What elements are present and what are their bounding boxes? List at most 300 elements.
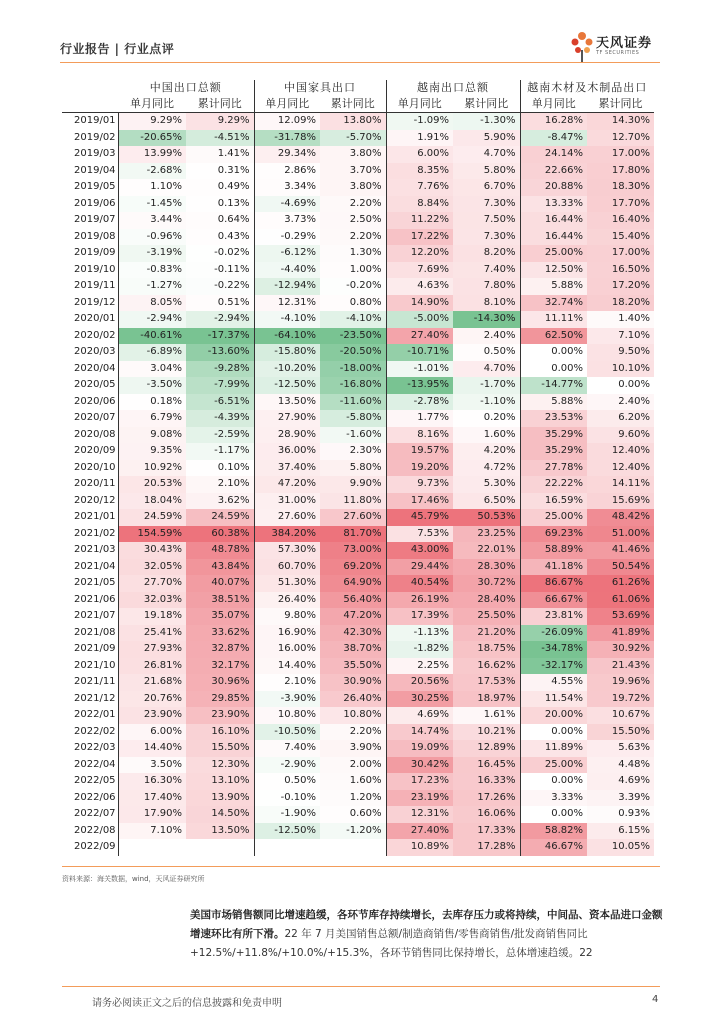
value-cell: 7.30% (453, 196, 520, 213)
value-cell: 6.00% (386, 146, 453, 163)
value-cell: 17.80% (587, 163, 654, 180)
value-cell: 24.59% (186, 509, 254, 526)
value-cell: 0.64% (217, 214, 250, 225)
value-cell: 17.53% (453, 674, 520, 691)
table-row (62, 493, 654, 510)
value-cell: 56.40% (320, 592, 386, 609)
value-cell: 12.20% (386, 245, 453, 262)
value-cell: 10.05% (587, 839, 654, 856)
value-cell: 3.73% (254, 212, 320, 229)
date-cell: 2021/10 (74, 659, 116, 671)
value-cell: 0.43% (217, 230, 250, 242)
value-cell: 6.70% (453, 179, 520, 196)
date-cell: 2020/07 (74, 412, 116, 423)
value-cell: 35.29% (520, 427, 587, 444)
value-cell: 57.30% (254, 542, 320, 559)
value-cell: 41.18% (520, 559, 587, 576)
value-cell: 0.20% (483, 412, 516, 423)
value-cell: 17.00% (587, 245, 654, 262)
value-cell: -20.65% (118, 130, 186, 147)
value-cell: 3.33% (520, 790, 587, 807)
value-cell: 30.90% (320, 674, 386, 691)
value-cell: 18.97% (453, 691, 520, 708)
date-cell: 2021/07 (74, 610, 116, 621)
value-cell: 8.20% (453, 245, 520, 262)
paragraph-text: 22 年 7 月美国销售总额/制造商销售/零售商销售/批发商销售同比+12.5%/+11.8%/+10.0%/+15.3%，各环节销售同比保持增长，总体增速趋缓。22 (190, 928, 593, 959)
value-cell: 42.30% (320, 625, 386, 642)
export-growth-table (62, 80, 654, 856)
value-cell: 19.09% (386, 740, 453, 757)
value-cell: 25.00% (520, 245, 587, 262)
value-cell: 11.89% (520, 740, 587, 757)
value-cell: 10.92% (118, 460, 186, 477)
table-row (62, 311, 654, 328)
sub-header: 单月同比 (520, 96, 587, 113)
value-cell: -0.22% (214, 280, 250, 291)
value-cell: -5.80% (320, 410, 386, 427)
value-cell: -1.45% (118, 196, 186, 213)
value-cell: 61.06% (587, 592, 654, 609)
value-cell: 27.40% (386, 823, 453, 840)
value-cell: 29.85% (186, 691, 254, 708)
date-cell: 2021/11 (74, 676, 116, 687)
value-cell: 28.90% (254, 427, 320, 444)
value-cell: 51.00% (587, 526, 654, 543)
value-cell: -4.51% (186, 130, 254, 147)
value-cell: -5.70% (320, 130, 386, 147)
table-row (62, 707, 654, 724)
table-row (62, 344, 654, 361)
value-cell: -10.20% (254, 361, 320, 378)
value-cell: 10.89% (386, 839, 453, 856)
value-cell: -2.90% (254, 757, 320, 774)
table-row (62, 790, 654, 807)
value-cell: 4.69% (587, 773, 654, 790)
value-cell: -31.78% (254, 130, 320, 147)
value-cell: -1.17% (186, 443, 254, 460)
value-cell: 8.16% (386, 427, 453, 444)
value-cell: 12.31% (254, 295, 320, 312)
value-cell: 1.91% (386, 130, 453, 147)
value-cell: 50.54% (587, 559, 654, 576)
value-cell: 17.23% (386, 773, 453, 790)
value-cell: 45.79% (386, 509, 453, 526)
date-cell: 2022/06 (74, 791, 116, 803)
value-cell: -2.94% (118, 311, 186, 328)
value-cell: 23.25% (453, 526, 520, 543)
value-cell: -4.39% (186, 410, 254, 427)
value-cell: 16.59% (520, 493, 587, 510)
value-cell: 16.28% (520, 113, 587, 130)
sub-header: 单月同比 (386, 96, 453, 113)
value-cell: 7.80% (453, 278, 520, 295)
date-sub-header (62, 96, 118, 113)
value-cell: 4.70% (453, 361, 520, 378)
table-row (62, 542, 654, 559)
value-cell: -26.09% (520, 625, 587, 642)
value-cell: 16.40% (587, 212, 654, 229)
paragraph-bold-lead: 美国市场销售额同比增速趋缓，各环节库存持续增长，去库存压力或将持续，中间品、资本品进口金额增速环比有所下滑。 (190, 909, 663, 940)
value-cell: 13.33% (520, 196, 587, 213)
value-cell: -10.71% (386, 344, 453, 361)
date-cell: 2019/10 (74, 263, 116, 275)
value-cell: 19.57% (386, 443, 453, 460)
value-cell: -1.09% (386, 113, 453, 130)
value-cell: 8.84% (386, 196, 453, 213)
value-cell: 32.87% (186, 641, 254, 658)
value-cell: -2.78% (386, 394, 453, 411)
value-cell: -1.01% (386, 361, 453, 378)
value-cell: -4.40% (254, 262, 320, 279)
value-cell: 25.00% (520, 757, 587, 774)
value-cell: -23.50% (320, 328, 386, 345)
value-cell: 5.30% (453, 476, 520, 493)
date-cell: 2020/09 (74, 445, 116, 456)
value-cell: 1.40% (587, 311, 654, 328)
value-cell: 0.51% (217, 296, 250, 308)
value-cell: 26.40% (254, 592, 320, 609)
value-cell: 6.50% (453, 493, 520, 510)
date-cell: 2020/01 (74, 313, 116, 324)
value-cell: 2.20% (320, 229, 386, 246)
value-cell: 40.54% (386, 575, 453, 592)
value-cell: 6.79% (118, 410, 186, 427)
table-row (62, 113, 654, 130)
group-header-row (62, 80, 654, 96)
value-cell: -11.60% (320, 394, 386, 411)
value-cell: -10.50% (254, 724, 320, 741)
value-cell: 3.62% (186, 493, 254, 510)
table-row (62, 394, 654, 411)
value-cell: 60.70% (254, 559, 320, 576)
footer-divider (62, 986, 660, 987)
value-cell: 28.30% (453, 559, 520, 576)
value-cell: -1.70% (453, 377, 520, 394)
value-cell: -1.10% (453, 394, 520, 411)
value-cell: 25.50% (453, 608, 520, 625)
value-cell: 0.00% (520, 361, 587, 378)
date-cell: 2021/02 (74, 527, 116, 539)
group-header: 越南出口总额 (386, 80, 520, 96)
value-cell: 20.88% (520, 179, 587, 196)
value-cell: 16.45% (453, 757, 520, 774)
value-cell: 1.41% (186, 146, 254, 163)
value-cell: 47.20% (254, 476, 320, 493)
table-row (62, 146, 654, 163)
value-cell: 18.75% (453, 641, 520, 658)
table-row (62, 575, 654, 592)
group-header: 中国出口总额 (149, 81, 222, 94)
value-cell: 5.88% (520, 278, 587, 295)
value-cell: 14.50% (186, 806, 254, 823)
value-cell: 14.30% (587, 113, 654, 130)
value-cell: 14.90% (386, 295, 453, 312)
table-row (62, 476, 654, 493)
value-cell: 62.50% (520, 328, 587, 345)
date-cell: 2022/08 (74, 824, 116, 836)
value-cell: 1.00% (349, 263, 382, 275)
value-cell: -15.80% (254, 344, 320, 361)
value-cell: 17.00% (587, 146, 654, 163)
value-cell: -1.30% (453, 113, 520, 130)
table-row (62, 212, 654, 229)
table-row (62, 361, 654, 378)
date-cell: 2022/05 (74, 775, 116, 786)
table-row (62, 443, 654, 460)
table-row (62, 410, 654, 427)
date-cell: 2021/06 (74, 593, 116, 605)
date-cell: 2020/12 (74, 494, 116, 506)
value-cell: 16.90% (254, 625, 320, 642)
table-row (62, 724, 654, 741)
value-cell: 11.11% (520, 311, 587, 328)
value-cell: 66.67% (520, 592, 587, 609)
date-cell: 2022/04 (74, 758, 116, 770)
value-cell: 10.80% (320, 707, 386, 724)
value-cell: -3.19% (118, 245, 186, 262)
logo-flower-icon (570, 28, 594, 64)
value-cell: 15.40% (587, 229, 654, 246)
date-cell: 2021/08 (74, 626, 116, 638)
value-cell: 50.53% (453, 509, 520, 526)
value-cell: 2.50% (320, 212, 386, 229)
value-cell: 9.73% (386, 476, 453, 493)
value-cell: 51.30% (254, 575, 320, 592)
value-cell: 5.88% (520, 394, 587, 411)
value-cell: 4.72% (453, 460, 520, 477)
value-cell: 27.70% (118, 575, 186, 592)
table-row (62, 427, 654, 444)
table-body (62, 113, 654, 856)
value-cell: 8.35% (386, 163, 453, 180)
value-cell: 3.44% (118, 212, 186, 229)
value-cell (320, 839, 386, 856)
value-cell: 6.00% (118, 724, 186, 741)
value-cell: 0.00% (520, 724, 587, 741)
date-cell: 2019/12 (74, 296, 116, 308)
value-cell: 9.08% (118, 427, 186, 444)
value-cell: 21.20% (453, 625, 520, 642)
value-cell: 18.20% (587, 295, 654, 312)
value-cell: 5.80% (320, 460, 386, 477)
value-cell: 10.67% (587, 707, 654, 724)
value-cell: 11.80% (320, 493, 386, 510)
date-cell: 2020/05 (74, 379, 116, 390)
value-cell: -4.10% (254, 311, 320, 328)
value-cell: 23.90% (118, 707, 186, 724)
value-cell: 27.60% (320, 509, 386, 526)
table-row (62, 658, 654, 675)
table-row (62, 592, 654, 609)
table-row (62, 262, 654, 279)
value-cell: -13.60% (186, 344, 254, 361)
table-row (62, 196, 654, 213)
value-cell: -17.37% (186, 328, 254, 345)
table-row (62, 691, 654, 708)
value-cell: -12.94% (254, 278, 320, 295)
value-cell: -6.51% (186, 394, 254, 411)
value-cell: 36.00% (254, 443, 320, 460)
value-cell: 7.40% (254, 740, 320, 757)
table-row (62, 295, 654, 312)
date-cell: 2019/07 (74, 214, 116, 225)
value-cell: 43.00% (386, 542, 453, 559)
value-cell: -4.69% (254, 196, 320, 213)
value-cell: 81.70% (320, 526, 386, 543)
value-cell: 13.99% (118, 146, 186, 163)
value-cell: 2.40% (453, 328, 520, 345)
value-cell: 9.90% (320, 476, 386, 493)
value-cell: 41.46% (587, 542, 654, 559)
value-cell: 23.81% (520, 608, 587, 625)
value-cell: 13.50% (254, 394, 320, 411)
value-cell: 384.20% (254, 526, 320, 543)
date-cell: 2019/09 (74, 247, 116, 258)
date-cell: 2020/11 (74, 478, 116, 489)
date-cell: 2019/03 (74, 148, 116, 159)
value-cell: 26.81% (118, 658, 186, 675)
table-row (62, 328, 654, 345)
value-cell: 2.20% (320, 196, 386, 213)
value-cell: 12.50% (520, 262, 587, 279)
value-cell: 5.90% (453, 130, 520, 147)
value-cell: 3.04% (118, 361, 186, 378)
value-cell: 7.30% (453, 229, 520, 246)
value-cell: 16.06% (453, 806, 520, 823)
value-cell: 5.80% (453, 163, 520, 180)
value-cell: 11.22% (386, 212, 453, 229)
value-cell: 27.90% (254, 410, 320, 427)
value-cell: 22.01% (453, 542, 520, 559)
value-cell: 12.70% (587, 130, 654, 147)
value-cell: 10.21% (453, 724, 520, 741)
value-cell: 3.70% (320, 163, 386, 180)
group-header: 越南木材及木制品出口 (520, 80, 654, 96)
value-cell: -18.00% (320, 361, 386, 378)
value-cell: -34.78% (520, 641, 587, 658)
table-row (62, 839, 654, 856)
value-cell: -1.82% (386, 641, 453, 658)
value-cell: 14.74% (386, 724, 453, 741)
value-cell: 22.66% (520, 163, 587, 180)
sub-header: 累计同比 (186, 96, 254, 113)
sub-header: 单月同比 (118, 96, 186, 113)
value-cell: 2.86% (254, 163, 320, 180)
footer-disclaimer: 请务必阅读正文之后的信息披露和免责申明 (92, 998, 282, 1009)
value-cell: -2.59% (186, 427, 254, 444)
value-cell: 16.62% (453, 658, 520, 675)
date-cell: 2022/02 (74, 725, 116, 737)
value-cell: 23.53% (520, 410, 587, 427)
value-cell: 19.96% (587, 674, 654, 691)
value-cell: 3.80% (320, 146, 386, 163)
table-row (62, 460, 654, 477)
date-cell: 2019/06 (74, 197, 116, 209)
value-cell: -0.10% (254, 790, 320, 807)
value-cell: 4.69% (386, 707, 453, 724)
value-cell: 29.44% (386, 559, 453, 576)
date-cell: 2021/12 (74, 692, 116, 704)
value-cell: -1.90% (254, 806, 320, 823)
value-cell: -12.50% (254, 377, 320, 394)
value-cell: 16.50% (587, 262, 654, 279)
source-note: 资料来源：海关数据，wind，天风证券研究所 (62, 875, 205, 883)
value-cell: 29.34% (254, 146, 320, 163)
value-cell: 69.23% (520, 526, 587, 543)
value-cell: 14.11% (587, 476, 654, 493)
value-cell: 0.49% (217, 181, 250, 192)
value-cell: 60.38% (186, 526, 254, 543)
date-cell: 2020/10 (74, 461, 116, 473)
value-cell: 13.50% (186, 823, 254, 840)
value-cell: 40.07% (186, 575, 254, 592)
value-cell: 18.30% (587, 179, 654, 196)
value-cell: 0.50% (483, 346, 516, 357)
report-type-title: 行业报告 | 行业点评 (60, 42, 175, 56)
sub-header: 累计同比 (320, 96, 386, 113)
value-cell: 7.53% (386, 526, 453, 543)
value-cell: 8.10% (453, 295, 520, 312)
date-cell: 2019/04 (74, 164, 116, 176)
sub-header-row (62, 96, 654, 113)
value-cell: 2.40% (587, 394, 654, 411)
value-cell: 1.30% (320, 245, 386, 262)
value-cell: 7.76% (386, 179, 453, 196)
value-cell: -3.90% (254, 691, 320, 708)
value-cell: -0.29% (254, 229, 320, 246)
table-row (62, 641, 654, 658)
value-cell: -6.12% (254, 245, 320, 262)
date-cell: 2022/07 (74, 808, 116, 819)
value-cell: 25.41% (118, 625, 186, 642)
value-cell: 17.20% (587, 278, 654, 295)
date-cell: 2019/11 (74, 280, 116, 291)
value-cell: 2.10% (186, 476, 254, 493)
value-cell: 0.00% (520, 344, 587, 361)
value-cell: -13.95% (386, 377, 453, 394)
value-cell: 9.29% (186, 113, 254, 130)
value-cell: -1.27% (118, 278, 186, 295)
value-cell: 9.60% (587, 427, 654, 444)
date-cell: 2020/08 (74, 428, 116, 440)
value-cell: 48.78% (186, 542, 254, 559)
date-cell: 2021/03 (74, 544, 116, 555)
value-cell: 38.70% (320, 641, 386, 658)
date-cell: 2021/01 (74, 511, 116, 522)
table-row (62, 740, 654, 757)
value-cell: 5.63% (587, 740, 654, 757)
table-row (62, 163, 654, 180)
date-cell: 2022/09 (74, 841, 116, 852)
date-cell: 2021/05 (74, 577, 116, 588)
value-cell: 7.40% (453, 262, 520, 279)
value-cell: -12.50% (254, 823, 320, 840)
date-cell: 2019/05 (74, 181, 116, 192)
value-cell: 9.50% (587, 344, 654, 361)
table-row (62, 608, 654, 625)
value-cell: 7.69% (386, 262, 453, 279)
value-cell: 9.29% (118, 113, 186, 130)
value-cell: 12.89% (453, 740, 520, 757)
date-cell: 2019/01 (74, 115, 116, 126)
table-row (62, 625, 654, 642)
value-cell: -2.68% (118, 163, 186, 180)
value-cell: -64.10% (254, 328, 320, 345)
value-cell: 7.10% (587, 328, 654, 345)
value-cell: 11.54% (520, 691, 587, 708)
date-cell: 2022/01 (74, 709, 116, 720)
value-cell: 32.05% (118, 559, 186, 576)
